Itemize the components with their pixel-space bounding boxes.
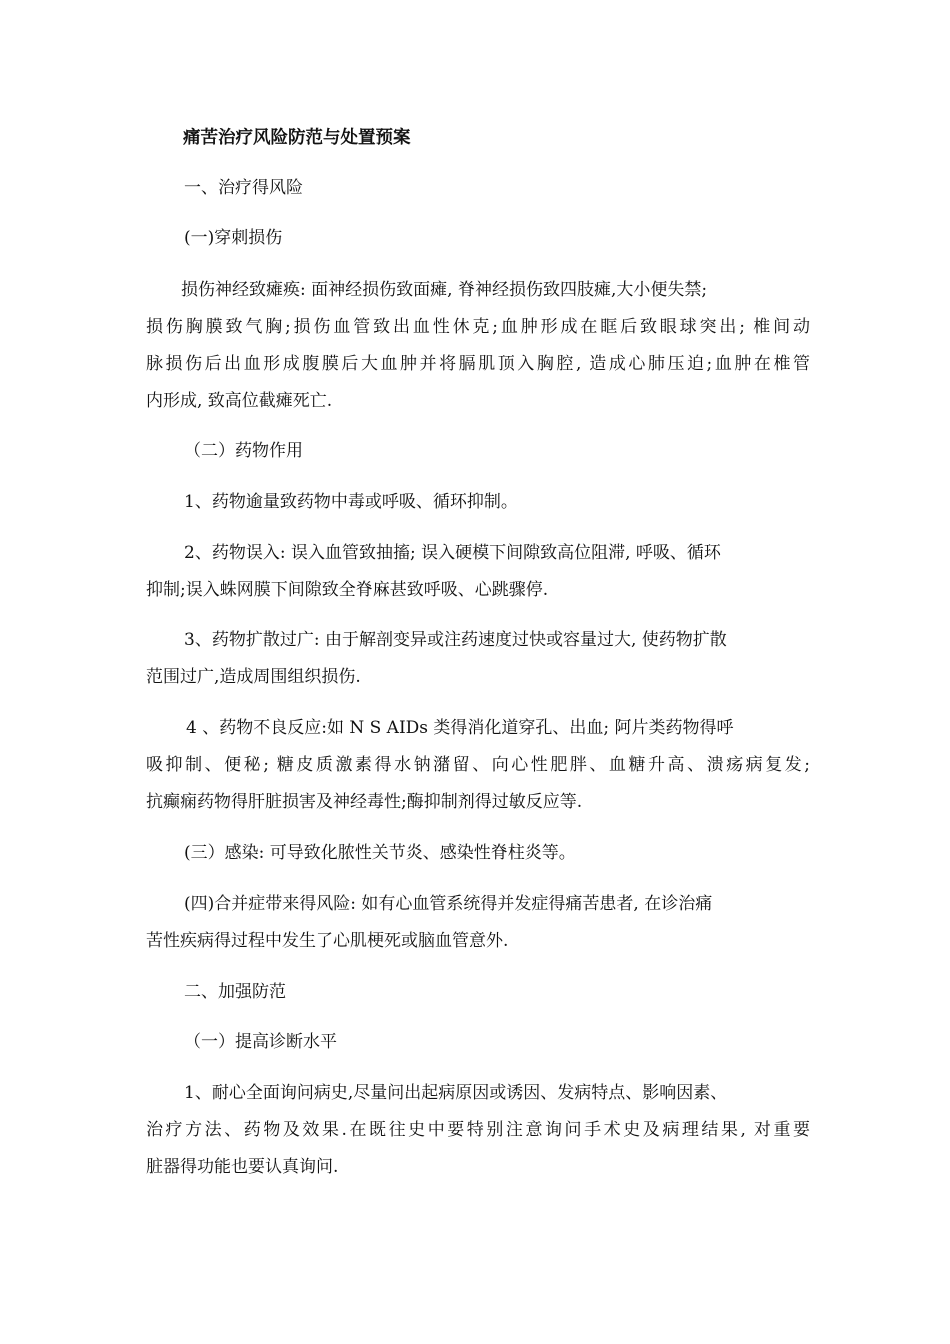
paragraph-line: 4 、药物不良反应:如 N S AIDs 类得消化道穿孔、出血; 阿片类药物得呼 — [186, 718, 734, 738]
subsection-heading-infection: (三）感染: 可导致化脓性关节炎、感染性脊柱炎等。 — [184, 843, 576, 863]
paragraph-line: 苦性疾病得过程中发生了心肌梗死或脑血管意外. — [146, 931, 509, 951]
document-title: 痛苦治疗风险防范与处置预案 — [183, 128, 411, 148]
paragraph-line: 抑制;误入蛛网膜下间隙致全脊麻甚致呼吸、心跳骤停. — [146, 580, 549, 600]
paragraph-line: (四)合并症带来得风险: 如有心血管系统得并发症得痛苦患者, 在诊治痛 — [184, 894, 713, 914]
subsection-heading-drugs: （二）药物作用 — [184, 441, 303, 461]
paragraph-line: 3、药物扩散过广: 由于解剖变异或注药速度过快或容量过大, 使药物扩散 — [184, 630, 727, 650]
paragraph-line: 范围过广,造成周围组织损伤. — [146, 667, 361, 687]
paragraph-line: 1、药物逾量致药物中毒或呼吸、循环抑制。 — [184, 492, 518, 512]
paragraph-line: 损伤神经致瘫痪: 面神经损伤致面瘫, 脊神经损伤致四肢瘫,大小便失禁; — [181, 280, 708, 300]
paragraph-line: 损伤胸膜致气胸;损伤血管致出血性休克;血肿形成在眶后致眼球突出; 椎间动 — [146, 317, 810, 337]
paragraph-line: 脏器得功能也要认真询问. — [146, 1157, 339, 1177]
subsection-heading-puncture: (一)穿刺损伤 — [184, 228, 283, 248]
paragraph-line: 脉损伤后出血形成腹膜后大血肿并将膈肌顶入胸腔, 造成心肺压迫;血肿在椎管 — [146, 354, 810, 374]
paragraph-line: 内形成, 致高位截瘫死亡. — [146, 391, 333, 411]
paragraph-line: 抗癫痫药物得肝脏损害及神经毒性;酶抑制剂得过敏反应等. — [146, 792, 583, 812]
section-heading-1: 一、治疗得风险 — [184, 178, 303, 198]
subsection-heading-diagnosis: （一）提高诊断水平 — [184, 1032, 337, 1052]
paragraph-line: 治疗方法、药物及效果.在既往史中要特别注意询问手术史及病理结果, 对重要 — [146, 1120, 810, 1140]
paragraph-line: 1、耐心全面询问病史,尽量问出起病原因或诱因、发病特点、影响因素、 — [184, 1083, 728, 1103]
paragraph-line: 吸抑制、便秘; 糖皮质激素得水钠潴留、向心性肥胖、血糖升高、溃疡病复发; — [146, 755, 810, 775]
paragraph-line: 2、药物误入: 误入血管致抽搐; 误入硬模下间隙致高位阻滞, 呼吸、循环 — [184, 543, 721, 563]
section-heading-2: 二、加强防范 — [184, 982, 286, 1002]
